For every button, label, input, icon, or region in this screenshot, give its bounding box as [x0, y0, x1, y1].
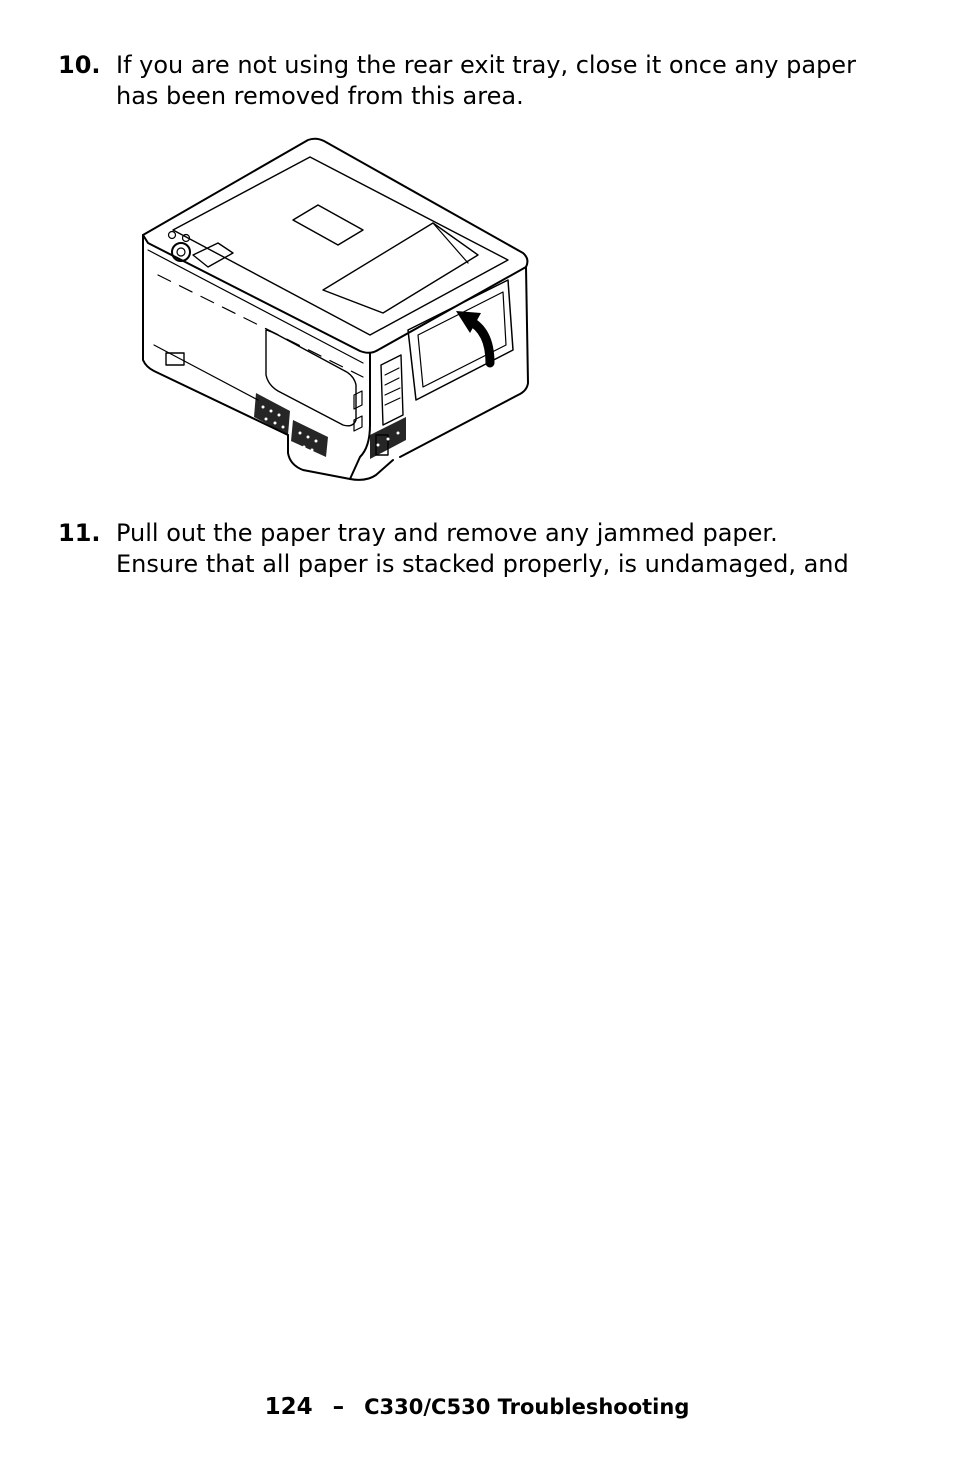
- step-text-line: Ensure that all paper is stacked properly, is undamaged, and: [116, 550, 849, 578]
- footer-separator: –: [332, 1394, 345, 1420]
- step-text: [116, 50, 906, 112]
- step-text-line: If you are not using the rear exit tray, close it once any paper: [116, 51, 856, 79]
- printer-illustration: [138, 135, 538, 487]
- page-footer: [0, 1394, 954, 1420]
- printer-icon: [138, 135, 538, 487]
- footer-title: C330/C530 Troubleshooting: [364, 1395, 690, 1419]
- step-number: 11.: [58, 519, 101, 547]
- step-number: 10.: [58, 51, 101, 79]
- step-text: [116, 518, 906, 580]
- step-text-line: has been removed from this area.: [116, 82, 524, 110]
- page-number: 124: [264, 1394, 313, 1420]
- step-text-line: Pull out the paper tray and remove any jammed paper.: [116, 519, 778, 547]
